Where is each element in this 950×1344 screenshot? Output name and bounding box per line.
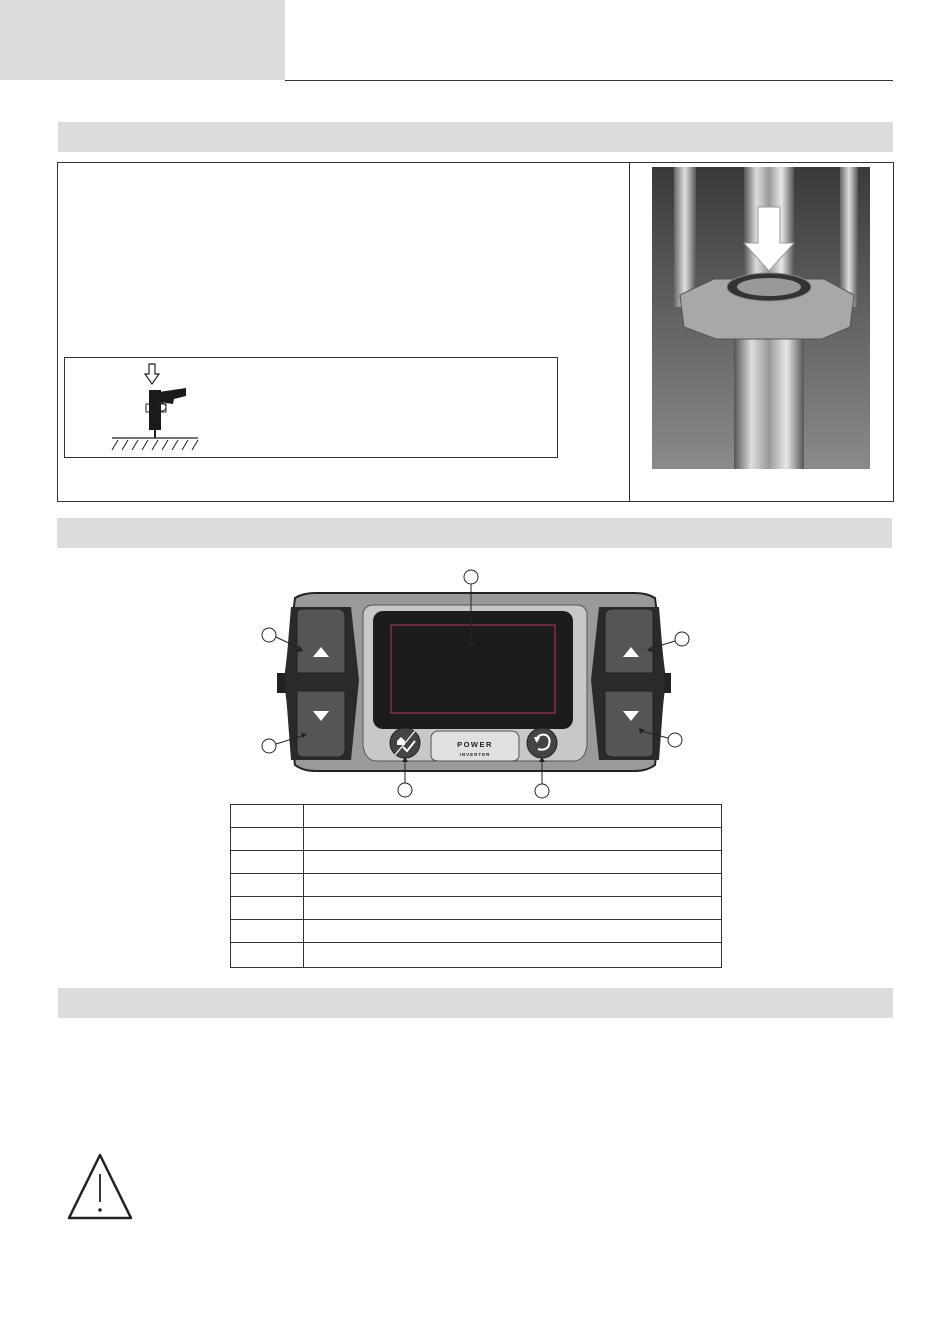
- table-cell-id: [230, 943, 303, 965]
- table-row: [230, 897, 721, 920]
- back-button-icon: [527, 728, 557, 758]
- table-cell-id: [230, 804, 303, 827]
- table-cell-id: [230, 851, 303, 873]
- pressing-frame-divider: [629, 162, 630, 501]
- table-row: [230, 804, 721, 828]
- logo-power-text: POWER: [457, 740, 493, 749]
- control-panel-diagram: [255, 565, 695, 800]
- table-cell-id: [230, 920, 303, 942]
- table-row: [230, 851, 721, 874]
- table-cell-id: [230, 874, 303, 896]
- warning-triangle-icon: [66, 1152, 134, 1222]
- press-photo: [652, 167, 870, 469]
- panel-legend-rows: [230, 804, 721, 965]
- section-band-1: [58, 122, 893, 152]
- logo-inverter-text: INVERTER: [459, 752, 491, 757]
- table-row: [230, 874, 721, 897]
- table-cell-id: [230, 828, 303, 850]
- table-cell-id: [230, 897, 303, 919]
- header-section-box: [0, 0, 285, 80]
- press-tool-icon: [100, 362, 210, 456]
- table-row: [230, 943, 721, 965]
- section-band-2: [57, 518, 892, 548]
- header-rule: [285, 80, 893, 81]
- table-row: [230, 828, 721, 851]
- table-row: [230, 920, 721, 943]
- section-band-3: [58, 988, 893, 1018]
